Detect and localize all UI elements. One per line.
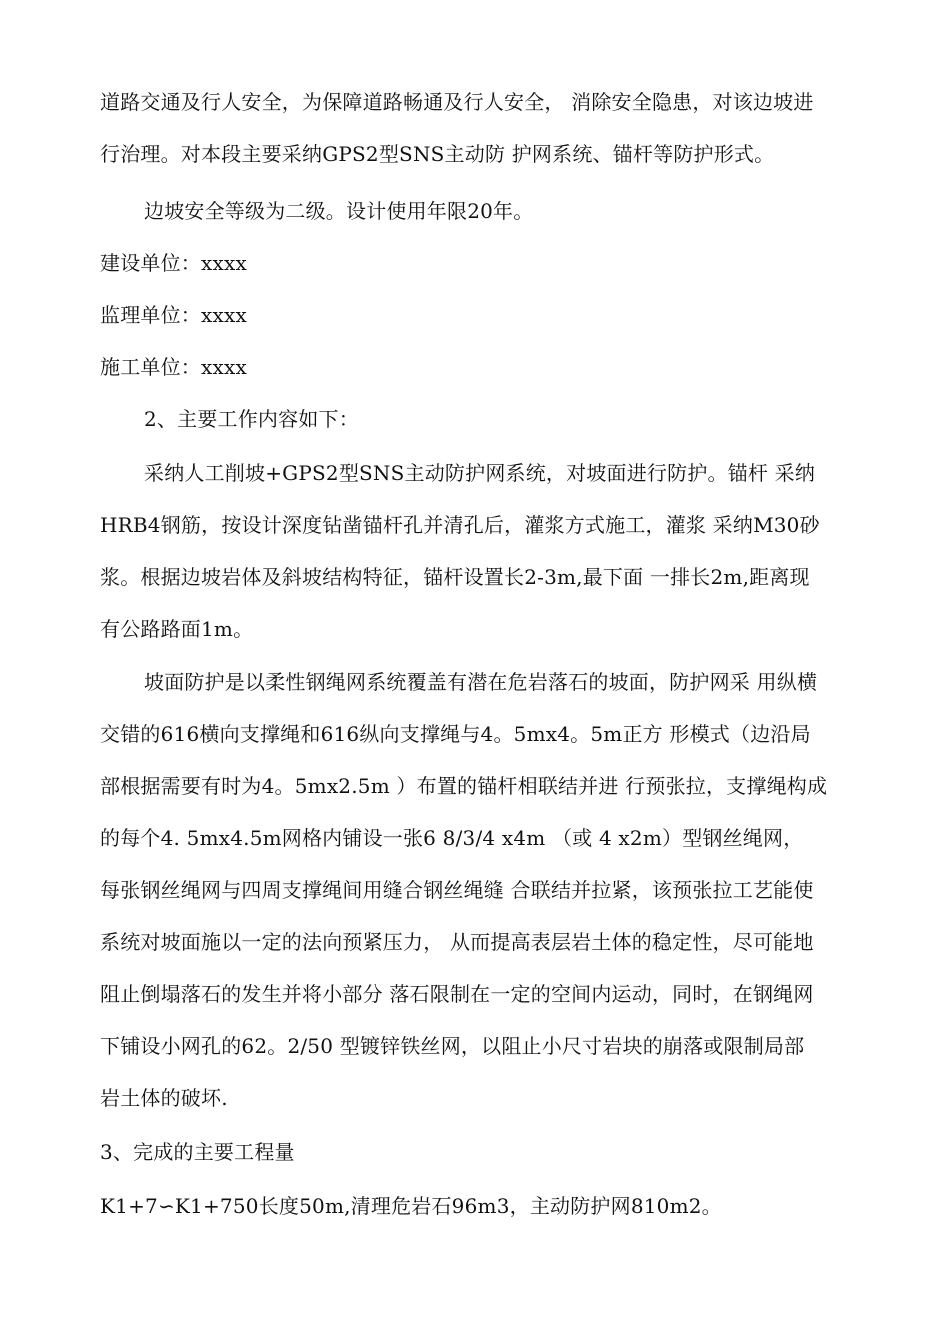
text-line: 有公路路面1m。 [100,617,254,641]
text-line: 岩土体的破坏. [100,1086,228,1110]
text-line: 行治理。对本段主要采纳GPS2型SNS主动防 护网系统、锚杆等防护形式。 [100,142,775,166]
text-line: 采纳人工削坡+GPS2型SNS主动防护网系统，对坡面进行防护。锚杆 采纳 [144,461,816,485]
paragraph-supervision-unit [100,289,870,341]
text-line: 施工单位：xxxx [100,355,247,379]
text-line: 监理单位：xxxx [100,303,247,327]
text-line: 建设单位：xxxx [100,251,247,275]
section-heading-main-work [100,393,870,445]
text-line: 系统对坡面施以一定的法向预紧压力， 从而提高表层岩土体的稳定性，尽可能地 [100,930,814,954]
text-line: 3、完成的主要工程量 [100,1140,295,1164]
text-line: 2、主要工作内容如下： [144,407,359,431]
text-line: K1+7∽K1+750长度50m,清理危岩石96m3，主动防护网810m2。 [100,1194,722,1218]
section-heading-quantities [100,1126,870,1178]
text-line: 坡面防护是以柔性钢绳网系统覆盖有潜在危岩落石的坡面，防护网采 用纵横 [144,670,818,694]
paragraph-quantities [100,1180,870,1232]
text-line: 边坡安全等级为二级。设计使用年限20年。 [144,199,534,223]
paragraph-slope-protection [100,656,870,1124]
text-line: 交错的616横向支撑绳和616纵向支撑绳与4。5mx4。5m正方 形模式（边沿局 [100,722,811,746]
text-line: 阻止倒塌落石的发生并将小部分 落石限制在一定的空间内运动，同时，在钢绳网 [100,982,814,1006]
text-line: 每张钢丝绳网与四周支撑绳间用缝合钢丝绳缝 合联结并拉紧，该预张拉工艺能使 [100,878,814,902]
paragraph-work-content [100,447,870,655]
paragraph-slope-treatment [100,76,870,180]
paragraph-safety-grade [100,185,870,237]
text-line: 的每个4. 5mx4.5m网格内铺设一张6 8/3/4 x4m （或 4 x2m）型钢丝绳网， [100,826,804,850]
text-line: 浆。根据边坡岩体及斜坡结构特征，锚杆设置长2-3m,最下面 一排长2m,距离现 [100,565,810,589]
text-line: 道路交通及行人安全，为保障道路畅通及行人安全， 消除安全隐患，对该边坡进 [100,90,814,114]
text-line: HRB4钢筋，按设计深度钻凿锚杆孔并清孔后，灌浆方式施工，灌浆 采纳M30砂 [100,513,820,537]
paragraph-construction-unit [100,237,870,289]
text-line: 下铺设小网孔的62。2/50 型镀锌铁丝网，以阻止小尺寸岩块的崩落或限制局部 [100,1034,805,1058]
paragraph-contractor-unit [100,341,870,393]
text-line: 部根据需要有时为4。5mx2.5m ）布置的锚杆相联结并进 行预张拉，支撑绳构成 [100,774,828,798]
